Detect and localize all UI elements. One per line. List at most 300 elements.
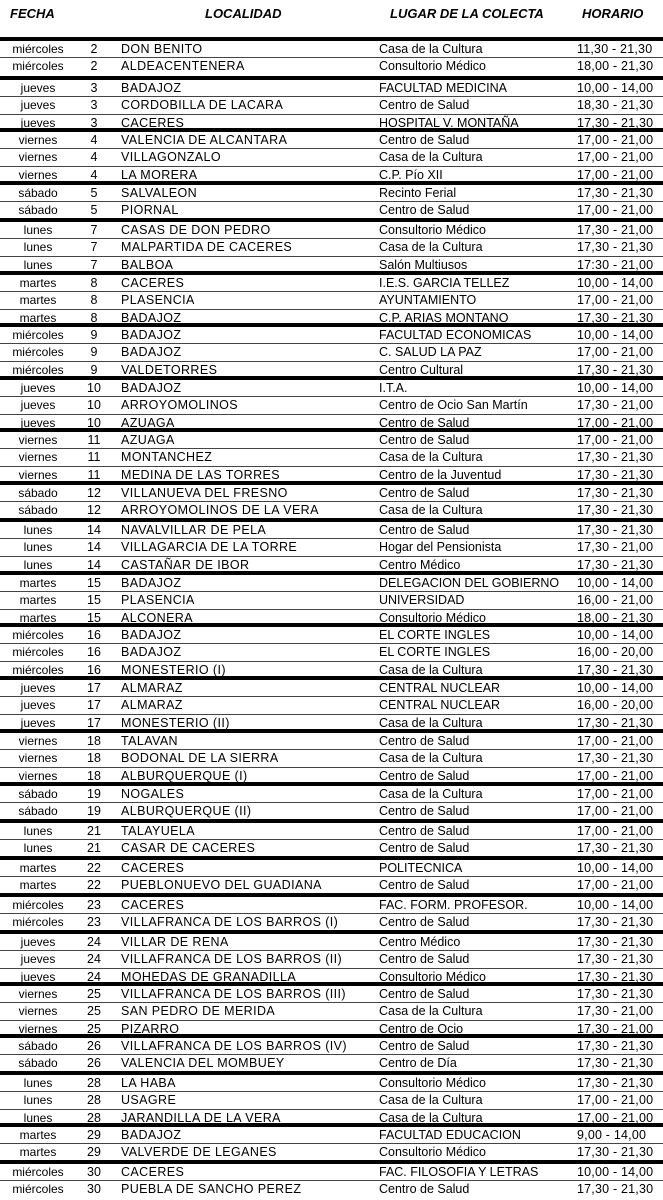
table-row [0, 697, 663, 714]
cell-num: 22 [87, 878, 101, 893]
cell-horario: 18,30 - 21,30 [577, 98, 654, 113]
cell-lugar: Centro de Salud [379, 915, 470, 930]
cell-dia: martes [19, 593, 57, 608]
date-group [0, 571, 663, 626]
date-group [0, 782, 663, 820]
cell-lugar: Centro de Salud [379, 734, 470, 748]
table-row [0, 1092, 663, 1109]
cell-dia: sábado [18, 787, 58, 801]
cell-lugar: C.P. ARIAS MONTANO [379, 310, 509, 325]
cell-dia: miércoles [12, 645, 64, 660]
cell-dia: viernes [18, 467, 58, 482]
cell-dia: sábado [18, 804, 58, 819]
cell-lugar: Consultorio Médico [379, 1076, 486, 1090]
table-row [0, 1055, 663, 1071]
cell-horario: 17,30 - 21,00 [577, 1004, 654, 1019]
cell-lugar: Casa de la Cultura [379, 503, 483, 518]
table-row [0, 149, 663, 166]
cell-localidad: VILLANUEVA DEL FRESNO [121, 486, 288, 500]
date-group [0, 271, 663, 326]
cell-localidad: CASTAÑAR DE IBOR [121, 557, 250, 572]
cell-localidad: VILLAFRANCA DE LOS BARROS (IV) [121, 1039, 347, 1053]
cell-horario: 16,00 - 20,00 [577, 645, 654, 660]
cell-num: 18 [87, 768, 101, 783]
cell-horario: 10,00 - 14,00 [577, 628, 654, 642]
cell-dia: lunes [23, 540, 53, 555]
cell-lugar: Centro de Salud [379, 1039, 470, 1053]
table-row [0, 1164, 663, 1181]
cell-num: 10 [87, 381, 101, 395]
cell-localidad: BADAJOZ [121, 645, 182, 660]
cell-horario: 17,30 - 21,00 [577, 540, 654, 555]
table-row [0, 380, 663, 397]
cell-localidad: CASAS DE DON PEDRO [121, 223, 271, 237]
cell-horario: 17,30 - 21,30 [577, 186, 654, 200]
cell-lugar: I.T.A. [379, 381, 408, 395]
date-group [0, 428, 663, 483]
cell-localidad: BALBOA [121, 257, 174, 272]
cell-num: 2 [90, 42, 98, 56]
table-row [0, 840, 663, 856]
cell-horario: 16,00 - 21,00 [577, 593, 654, 608]
header-fecha: FECHA [10, 6, 55, 21]
cell-lugar: Casa de la Cultura [379, 715, 483, 730]
cell-localidad: ARROYOMOLINOS DE LA VERA [121, 503, 319, 518]
table-row [0, 951, 663, 968]
cell-dia: miércoles [12, 42, 64, 56]
table-row [0, 1181, 663, 1197]
cell-localidad: CACERES [121, 1165, 185, 1179]
cell-localidad: VALENCIA DEL MOMBUEY [121, 1056, 285, 1071]
cell-horario: 17,30 - 21,30 [577, 915, 654, 930]
cell-localidad: SALVALEON [121, 186, 198, 200]
cell-dia: viernes [18, 1004, 58, 1019]
cell-num: 9 [90, 328, 98, 342]
cell-num: 7 [90, 257, 98, 272]
cell-num: 26 [87, 1056, 101, 1071]
cell-horario: 17,30 - 21,30 [577, 841, 654, 856]
cell-localidad: MONESTERIO (II) [121, 715, 230, 730]
cell-horario: 10,00 - 14,00 [577, 898, 654, 912]
cell-num: 28 [87, 1093, 101, 1108]
cell-num: 28 [87, 1110, 101, 1125]
cell-lugar: Recinto Ferial [379, 186, 457, 200]
cell-lugar: Casa de la Cultura [379, 450, 483, 465]
cell-horario: 10,00 - 14,00 [577, 328, 654, 342]
cell-dia: sábado [18, 186, 58, 200]
cell-localidad: CORDOBILLA DE LACARA [121, 98, 284, 113]
cell-localidad: BODONAL DE LA SIERRA [121, 751, 279, 766]
cell-lugar: Casa de la Cultura [379, 1004, 483, 1019]
cell-localidad: VILLAFRANCA DE LOS BARROS (II) [121, 952, 343, 967]
table-row [0, 575, 663, 592]
cell-num: 15 [87, 576, 101, 590]
date-group [0, 1071, 663, 1126]
cell-lugar: HOSPITAL V. MONTAÑA [379, 115, 519, 130]
cell-horario: 18,00 - 21,30 [577, 59, 654, 74]
cell-localidad: PUEBLA DE SANCHO PEREZ [121, 1182, 302, 1197]
cell-lugar: I.E.S. GARCIA TELLEZ [379, 276, 510, 290]
cell-num: 25 [87, 1004, 101, 1019]
date-group [0, 819, 663, 857]
cell-dia: lunes [23, 841, 53, 856]
cell-lugar: Centro Cultural [379, 362, 464, 377]
cell-horario: 10,00 - 14,00 [577, 576, 654, 590]
table-row [0, 592, 663, 609]
table-row [0, 239, 663, 256]
cell-num: 23 [87, 898, 101, 912]
cell-horario: 17,00 - 21,00 [577, 203, 654, 218]
cell-lugar: FAC. FORM. PROFESOR. [379, 898, 528, 912]
cell-lugar: Consultorio Médico [379, 969, 486, 984]
cell-dia: viernes [18, 768, 58, 783]
cell-num: 2 [90, 59, 98, 74]
cell-lugar: Centro de Día [379, 1056, 457, 1071]
date-group [0, 518, 663, 573]
cell-dia: lunes [23, 240, 53, 255]
cell-dia: viernes [18, 751, 58, 766]
cell-lugar: DELEGACION DEL GOBIERNO [379, 576, 560, 590]
table-row [0, 823, 663, 840]
cell-lugar: FACULTAD EDUCACION [379, 1128, 521, 1142]
cell-dia: viernes [18, 1021, 58, 1036]
date-group [0, 856, 663, 894]
cell-localidad: MONTANCHEZ [121, 450, 213, 465]
cell-dia: lunes [23, 523, 53, 537]
cell-lugar: Centro Médico [379, 935, 461, 949]
cell-num: 3 [90, 98, 98, 113]
cell-lugar: AYUNTAMIENTO [379, 293, 477, 308]
cell-localidad: CASAR DE CACERES [121, 841, 256, 856]
cell-lugar: Casa de la Cultura [379, 1093, 483, 1108]
cell-num: 14 [87, 523, 101, 537]
cell-dia: jueves [20, 698, 56, 713]
cell-localidad: TALAYUELA [121, 824, 195, 838]
cell-horario: 17,00 - 21,00 [577, 415, 654, 430]
cell-num: 18 [87, 751, 101, 766]
cell-num: 8 [90, 310, 98, 325]
cell-horario: 17,00 - 21,00 [577, 734, 654, 748]
cell-horario: 17,30 - 21,30 [577, 662, 654, 677]
table-row [0, 202, 663, 218]
cell-num: 28 [87, 1076, 101, 1090]
cell-num: 10 [87, 398, 101, 413]
cell-num: 17 [87, 698, 101, 713]
table-row [0, 897, 663, 914]
cell-horario: 10,00 - 14,00 [577, 861, 654, 875]
cell-horario: 17,30 - 21,30 [577, 486, 654, 500]
cell-horario: 17,30 - 21,30 [577, 523, 654, 537]
cell-localidad: CACERES [121, 115, 185, 130]
table-row [0, 733, 663, 750]
cell-lugar: Centro Médico [379, 557, 461, 572]
cell-dia: lunes [23, 257, 53, 272]
cell-horario: 17,00 - 21,00 [577, 1110, 654, 1125]
cell-num: 4 [90, 150, 98, 165]
cell-dia: viernes [18, 133, 58, 147]
cell-horario: 17,30 - 21,30 [577, 1182, 654, 1197]
table-row [0, 58, 663, 74]
cell-dia: lunes [23, 1076, 53, 1090]
cell-dia: jueves [20, 81, 56, 95]
cell-lugar: UNIVERSIDAD [379, 593, 465, 608]
date-group [0, 982, 663, 1037]
cell-num: 14 [87, 540, 101, 555]
cell-localidad: AZUAGA [121, 415, 175, 430]
cell-localidad: PIORNAL [121, 203, 179, 218]
table-row [0, 750, 663, 767]
cell-lugar: Casa de la Cultura [379, 240, 483, 255]
cell-localidad: NAVALVILLAR DE PELA [121, 523, 267, 537]
cell-dia: jueves [20, 715, 56, 730]
table-row [0, 1127, 663, 1144]
cell-dia: viernes [18, 450, 58, 465]
cell-horario: 10,00 - 14,00 [577, 681, 654, 695]
cell-horario: 17,30 - 21,00 [577, 1021, 654, 1036]
cell-lugar: Centro de Salud [379, 415, 470, 430]
cell-lugar: Consultorio Médico [379, 59, 486, 74]
cell-num: 16 [87, 645, 101, 660]
cell-localidad: BADAJOZ [121, 1128, 182, 1142]
cell-lugar: Casa de la Cultura [379, 751, 483, 766]
cell-num: 14 [87, 557, 101, 572]
cell-lugar: Centro de Salud [379, 841, 470, 856]
cell-localidad: ALCONERA [121, 610, 193, 625]
cell-lugar: C. SALUD LA PAZ [379, 345, 482, 360]
cell-num: 29 [87, 1145, 101, 1160]
cell-dia: miércoles [12, 328, 64, 342]
cell-num: 12 [87, 486, 101, 500]
cell-horario: 17,30 - 21,30 [577, 751, 654, 766]
date-group [0, 323, 663, 378]
cell-lugar: Centro de Ocio San Martín [379, 398, 528, 413]
table-row [0, 627, 663, 644]
cell-localidad: TALAVAN [121, 734, 178, 748]
table-row [0, 185, 663, 202]
cell-horario: 17,30 - 21,00 [577, 398, 654, 413]
cell-horario: 17,30 - 21,30 [577, 450, 654, 465]
cell-num: 19 [87, 787, 101, 801]
cell-lugar: Centro de Salud [379, 133, 470, 147]
cell-horario: 17,30 - 21,30 [577, 503, 654, 518]
table-header [0, 0, 663, 30]
cell-localidad: PUEBLONUEVO DEL GUADIANA [121, 878, 322, 893]
cell-horario: 17,30 - 21,30 [577, 115, 654, 130]
cell-localidad: BADAJOZ [121, 576, 182, 590]
cell-dia: miércoles [12, 1182, 64, 1197]
cell-localidad: VILLAFRANCA DE LOS BARROS (III) [121, 987, 346, 1001]
cell-dia: lunes [23, 557, 53, 572]
cell-horario: 17,30 - 21,30 [577, 1056, 654, 1071]
table-row [0, 97, 663, 114]
cell-localidad: VILLAR DE RENA [121, 935, 229, 949]
cell-num: 3 [90, 115, 98, 130]
cell-horario: 17,00 - 21,00 [577, 345, 654, 360]
cell-num: 11 [87, 467, 101, 482]
table-row [0, 397, 663, 414]
date-group [0, 76, 663, 131]
table-row [0, 449, 663, 466]
cell-num: 9 [90, 345, 98, 360]
cell-lugar: Centro de Ocio [379, 1021, 464, 1036]
date-group [0, 623, 663, 678]
cell-num: 8 [90, 293, 98, 308]
cell-horario: 10,00 - 14,00 [577, 381, 654, 395]
table-row [0, 222, 663, 239]
cell-localidad: PIZARRO [121, 1021, 180, 1036]
cell-num: 26 [87, 1039, 101, 1053]
date-group [0, 481, 663, 519]
cell-num: 16 [87, 628, 101, 642]
cell-lugar: Centro de Salud [379, 486, 470, 500]
date-group [0, 676, 663, 731]
cell-localidad: USAGRE [121, 1093, 177, 1108]
cell-dia: miércoles [12, 628, 64, 642]
cell-dia: jueves [20, 115, 56, 130]
table-row [0, 860, 663, 877]
cell-horario: 9,00 - 14,00 [577, 1128, 647, 1142]
cell-lugar: EL CORTE INGLES [379, 628, 491, 642]
table-row [0, 132, 663, 149]
cell-horario: 10,00 - 14,00 [577, 1165, 654, 1179]
cell-dia: jueves [20, 681, 56, 695]
cell-num: 11 [87, 433, 101, 447]
cell-localidad: BADAJOZ [121, 310, 182, 325]
cell-localidad: VALVERDE DE LEGANES [121, 1145, 277, 1160]
cell-dia: miércoles [12, 1165, 64, 1179]
cell-lugar: FAC. FILOSOFIA Y LETRAS [379, 1165, 539, 1179]
table-row [0, 680, 663, 697]
cell-horario: 17,30 - 21,30 [577, 557, 654, 572]
cell-horario: 17,00 - 21,00 [577, 787, 654, 801]
cell-horario: 17,30 - 21,30 [577, 1039, 654, 1053]
cell-localidad: CACERES [121, 898, 185, 912]
cell-horario: 17,30 - 21,30 [577, 467, 654, 482]
cell-lugar: Consultorio Médico [379, 1145, 486, 1160]
cell-num: 23 [87, 915, 101, 930]
cell-localidad: VALENCIA DE ALCANTARA [121, 133, 288, 147]
cell-localidad: ALDEACENTENERA [121, 59, 245, 74]
table-row [0, 432, 663, 449]
cell-dia: martes [19, 276, 57, 290]
cell-lugar: Casa de la Cultura [379, 42, 483, 56]
date-group [0, 893, 663, 931]
date-group [0, 1034, 663, 1072]
cell-dia: sábado [18, 1056, 58, 1071]
cell-localidad: SAN PEDRO DE MERIDA [121, 1004, 276, 1019]
cell-localidad: VILLAGONZALO [121, 150, 221, 165]
cell-horario: 17,00 - 21,00 [577, 1093, 654, 1108]
table-row [0, 80, 663, 97]
table-row [0, 539, 663, 556]
cell-localidad: VALDETORRES [121, 362, 218, 377]
cell-num: 24 [87, 935, 101, 949]
cell-num: 11 [87, 450, 101, 465]
cell-localidad: JARANDILLA DE LA VERA [121, 1110, 281, 1125]
cell-num: 24 [87, 952, 101, 967]
cell-horario: 17,00 - 21,00 [577, 293, 654, 308]
cell-dia: jueves [20, 935, 56, 949]
cell-lugar: CENTRAL NUCLEAR [379, 698, 501, 713]
cell-lugar: Centro de Salud [379, 878, 470, 893]
table-row [0, 1003, 663, 1020]
cell-localidad: DON BENITO [121, 42, 203, 56]
cell-lugar: Centro de Salud [379, 824, 470, 838]
cell-num: 21 [87, 841, 101, 856]
cell-lugar: Centro de Salud [379, 768, 470, 783]
cell-num: 12 [87, 503, 101, 518]
date-group [0, 729, 663, 784]
header-lugar: LUGAR DE LA COLECTA [390, 6, 544, 21]
table-row [0, 41, 663, 58]
date-group [0, 1123, 663, 1161]
cell-horario: 18,00 - 21,30 [577, 610, 654, 625]
table-row [0, 485, 663, 502]
cell-lugar: FACULTAD MEDICINA [379, 81, 508, 95]
cell-num: 24 [87, 969, 101, 984]
table-row [0, 1075, 663, 1092]
cell-num: 30 [87, 1182, 101, 1197]
cell-lugar: Hogar del Pensionista [379, 540, 502, 555]
cell-dia: sábado [18, 203, 58, 218]
cell-dia: jueves [20, 415, 56, 430]
cell-dia: miércoles [12, 662, 64, 677]
cell-dia: jueves [20, 398, 56, 413]
cell-num: 25 [87, 1021, 101, 1036]
cell-horario: 17,30 - 21,30 [577, 935, 654, 949]
cell-horario: 17,00 - 21,00 [577, 167, 654, 182]
cell-horario: 17,00 - 21,00 [577, 824, 654, 838]
cell-horario: 17,00 - 21,00 [577, 133, 654, 147]
cell-num: 4 [90, 167, 98, 182]
cell-dia: viernes [18, 987, 58, 1001]
cell-dia: martes [19, 310, 57, 325]
cell-localidad: BADAJOZ [121, 345, 182, 360]
table-row [0, 292, 663, 309]
cell-num: 7 [90, 223, 98, 237]
cell-num: 21 [87, 824, 101, 838]
cell-dia: martes [19, 1128, 57, 1142]
cell-horario: 17,00 - 21,00 [577, 150, 654, 165]
table-row [0, 327, 663, 344]
cell-dia: lunes [23, 1110, 53, 1125]
cell-horario: 10,00 - 14,00 [577, 81, 654, 95]
date-group [0, 1160, 663, 1198]
cell-lugar: Centro de Salud [379, 1182, 470, 1197]
cell-localidad: LA HABA [121, 1076, 176, 1090]
cell-localidad: PLASENCIA [121, 293, 195, 308]
cell-localidad: ALMARAZ [121, 698, 183, 713]
cell-dia: sábado [18, 503, 58, 518]
cell-localidad: VILLAFRANCA DE LOS BARROS (I) [121, 915, 339, 930]
cell-localidad: VILLAGARCIA DE LA TORRE [121, 540, 298, 555]
cell-num: 19 [87, 804, 101, 819]
date-group [0, 930, 663, 985]
cell-dia: lunes [23, 824, 53, 838]
cell-lugar: Centro de Salud [379, 952, 470, 967]
table-row [0, 275, 663, 292]
cell-horario: 17,30 - 21,30 [577, 1145, 654, 1160]
cell-lugar: Centro de Salud [379, 433, 470, 447]
cell-horario: 17,30 - 21,30 [577, 987, 654, 1001]
table-row [0, 934, 663, 951]
cell-localidad: MEDINA DE LAS TORRES [121, 467, 280, 482]
cell-dia: jueves [20, 969, 56, 984]
cell-horario: 10,00 - 14,00 [577, 276, 654, 290]
cell-horario: 17:30 - 21,00 [577, 257, 654, 272]
cell-num: 7 [90, 240, 98, 255]
cell-lugar: Centro de Salud [379, 804, 470, 819]
